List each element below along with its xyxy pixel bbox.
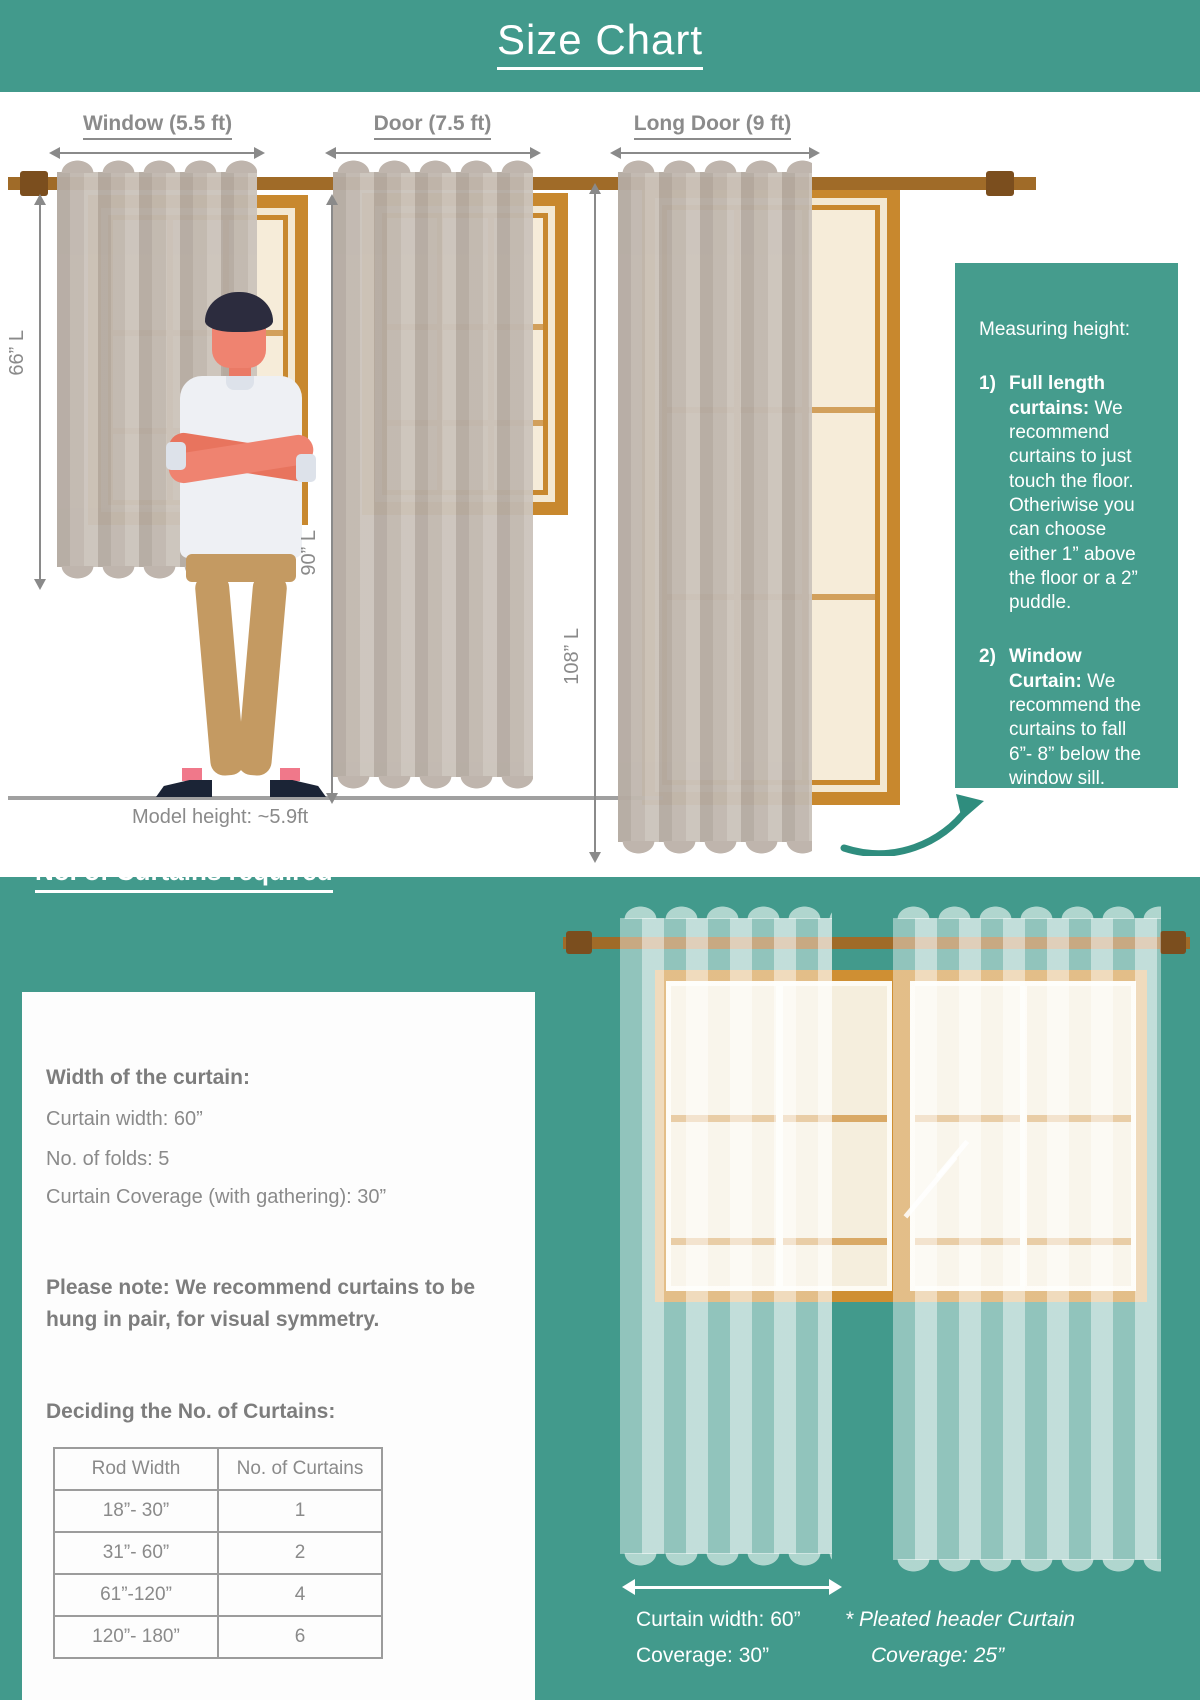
model-height-caption: Model height: ~5.9ft xyxy=(132,806,309,828)
item-body xyxy=(1009,645,1154,791)
pleated-caption xyxy=(845,1602,1075,1673)
door-size-label: Door (7.5 ft) xyxy=(330,112,535,140)
page-title-text: Size Chart xyxy=(497,16,703,70)
model-hair xyxy=(205,292,273,332)
model-sock xyxy=(280,768,300,781)
item-body xyxy=(1009,372,1154,615)
rod-width-cell: 61”-120” xyxy=(54,1574,218,1616)
length-arrow-66 xyxy=(39,205,41,579)
model-sock xyxy=(182,768,202,781)
long-door-width-arrow xyxy=(621,152,809,154)
rod-width-cell: 120”- 180” xyxy=(54,1616,218,1658)
item-text: We recommend curtains to just touch the floor. Otheriwise you can choose either 1” above the floor or a 2” puddle. xyxy=(1009,397,1138,614)
item-text: We recommend the curtains to fall 6”- 8” below the window sill. xyxy=(1009,670,1142,789)
table-header-row xyxy=(54,1448,382,1490)
header-band xyxy=(0,0,1200,92)
model-shoe xyxy=(270,780,326,797)
pleated-caption-line1: * Pleated header Curtain xyxy=(845,1608,1075,1631)
item-bold-text: Full length curtains: xyxy=(1009,373,1106,419)
curtain-scallop-top xyxy=(333,157,533,173)
rod-width-header: Rod Width xyxy=(54,1448,218,1490)
table-heading: Deciding the No. of Curtains: xyxy=(46,1400,336,1423)
info-box-item-2 xyxy=(979,645,1154,791)
pair-note: Please note: We recommend curtains to be hung in pair, for visual symmetry. xyxy=(46,1276,476,1331)
curtain-count-cell: 2 xyxy=(218,1532,382,1574)
model-leg xyxy=(236,573,287,777)
model-cuff xyxy=(166,442,186,470)
window-width-arrow xyxy=(60,152,254,154)
rod-width-cell: 31”- 60” xyxy=(54,1532,218,1574)
width-heading: Width of the curtain: xyxy=(46,1066,250,1089)
curtain-width-line: Curtain width: 60” xyxy=(46,1108,203,1130)
curtain-scallop-top xyxy=(618,157,812,173)
item-number: 1) xyxy=(979,373,996,395)
table-row xyxy=(54,1532,382,1574)
page-title xyxy=(0,16,1200,70)
bottom-rod-finial-left xyxy=(566,931,592,954)
length-label-66: 66” L xyxy=(6,330,28,376)
curtain-scallop-bottom xyxy=(333,776,533,792)
door-curtain xyxy=(333,172,533,777)
model-cuff xyxy=(296,454,316,482)
curtain-count-cell: 6 xyxy=(218,1616,382,1658)
length-arrow-90 xyxy=(331,205,333,793)
length-arrow-108 xyxy=(594,194,596,852)
table-row xyxy=(54,1574,382,1616)
item-bold-text: Window Curtain: xyxy=(1009,646,1082,692)
model-shoe xyxy=(156,780,212,797)
sheer-curtain-left xyxy=(620,918,832,1554)
rod-width-cell: 18”- 30” xyxy=(54,1490,218,1532)
curved-arrow-icon xyxy=(838,792,990,856)
curtain-width-caption xyxy=(636,1602,801,1673)
table-row xyxy=(54,1490,382,1532)
width-caption-line1: Curtain width: 60” xyxy=(636,1608,801,1631)
rod-finial-right xyxy=(986,171,1014,196)
info-box-heading: Measuring height: xyxy=(979,319,1131,340)
curtain-width-card xyxy=(22,992,535,1700)
length-label-90: 90” L xyxy=(298,530,320,576)
table-row xyxy=(54,1616,382,1658)
count-heading: No. of Curtains required xyxy=(35,856,333,893)
measuring-height-info-box xyxy=(955,263,1178,788)
curtain-scallop-bottom xyxy=(893,1559,1161,1575)
item-number: 2) xyxy=(979,646,996,668)
curtain-scallop-bottom xyxy=(620,1553,832,1569)
window-size-label: Window (5.5 ft) xyxy=(50,112,265,140)
long-door-size-label: Long Door (9 ft) xyxy=(605,112,820,140)
sheer-curtain-right xyxy=(893,918,1161,1560)
model-collar xyxy=(226,376,254,390)
folds-line: No. of folds: 5 xyxy=(46,1148,170,1170)
door-width-arrow xyxy=(336,152,530,154)
curtain-width-arrow xyxy=(635,1586,829,1589)
rod-finial-left xyxy=(20,171,48,196)
curtain-count-cell: 4 xyxy=(218,1574,382,1616)
bottom-rod-finial-right xyxy=(1160,931,1186,954)
curtain-scallop-top xyxy=(893,903,1161,919)
curtain-count-cell: 1 xyxy=(218,1490,382,1532)
long-door-curtain xyxy=(618,172,812,842)
curtain-scallop-top xyxy=(57,157,257,173)
coverage-line: Curtain Coverage (with gathering): 30” xyxy=(46,1186,387,1208)
width-caption-line2: Coverage: 30” xyxy=(636,1643,770,1667)
info-box-item-1 xyxy=(979,372,1154,615)
length-label-108: 108” L xyxy=(561,628,583,685)
curtain-count-header: No. of Curtains xyxy=(218,1448,382,1490)
rod-width-table xyxy=(53,1447,383,1659)
curtain-scallop-top xyxy=(620,903,832,919)
pleated-caption-line2: Coverage: 25” xyxy=(871,1643,1005,1667)
curtain-scallop-bottom xyxy=(618,841,812,857)
